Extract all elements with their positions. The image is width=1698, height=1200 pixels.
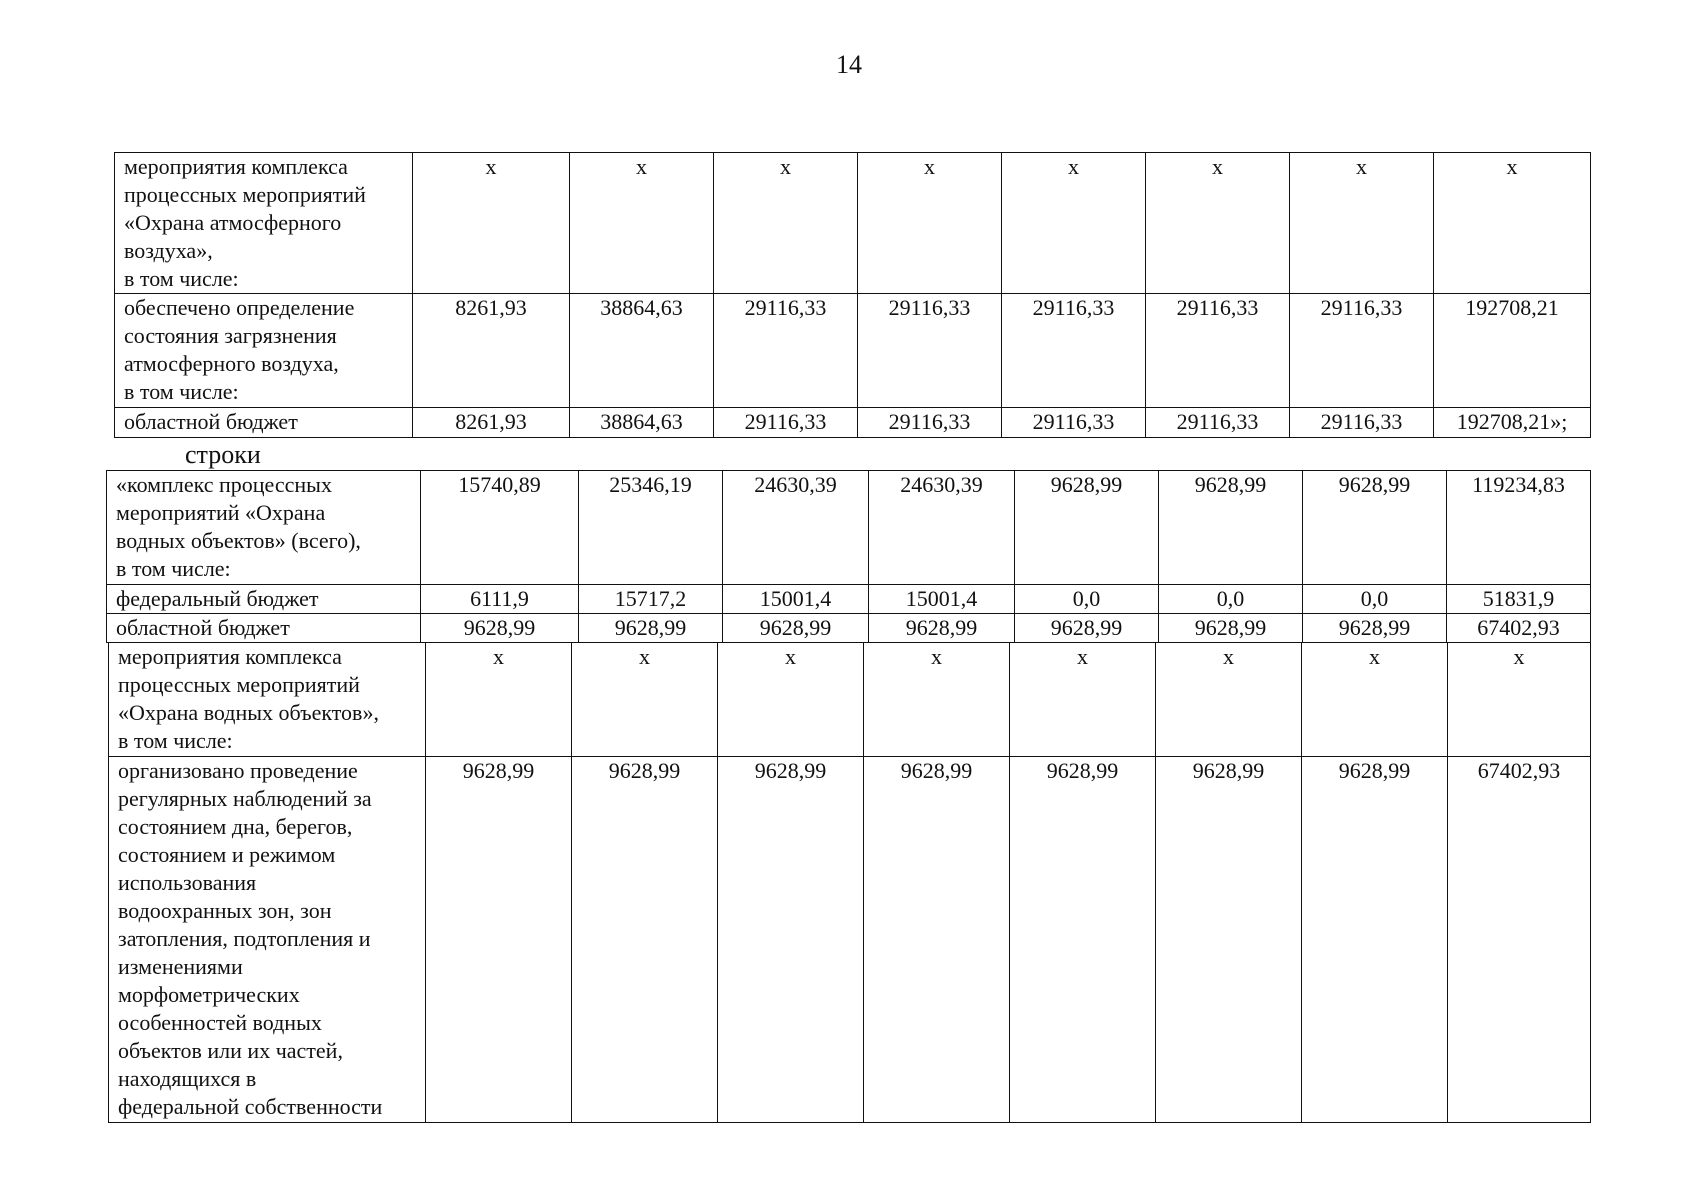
table-cell: 192708,21 — [1434, 294, 1591, 408]
table-cell: х — [1290, 153, 1434, 294]
table-cell: х — [1302, 643, 1448, 757]
table-cell: 15717,2 — [579, 585, 723, 614]
table-cell: х — [1010, 643, 1156, 757]
table-cell: 24630,39 — [869, 471, 1015, 585]
table-row — [107, 614, 1591, 643]
table-cell: 6111,9 — [421, 585, 579, 614]
table-cell: 9628,99 — [579, 614, 723, 643]
table-cell: 29116,33 — [1002, 294, 1146, 408]
table-cell: 24630,39 — [723, 471, 869, 585]
table-row — [115, 153, 1591, 294]
table-cell: х — [413, 153, 570, 294]
table-cell: х — [864, 643, 1010, 757]
table-row — [107, 585, 1591, 614]
table-cell: х — [1002, 153, 1146, 294]
table-cell: 9628,99 — [1010, 757, 1156, 1123]
table-cell: 29116,33 — [1290, 408, 1434, 438]
row-label: областной бюджет — [115, 408, 413, 438]
table-cell: х — [1448, 643, 1591, 757]
table-cell: 29116,33 — [1290, 294, 1434, 408]
row-label: мероприятия комплекса процессных мероприятий «Охрана атмосферного воздуха», в том числе: — [115, 153, 413, 294]
table-cell: 9628,99 — [1302, 757, 1448, 1123]
table-cell: 9628,99 — [864, 757, 1010, 1123]
row-label: организовано проведение регулярных наблюдений за состоянием дна, берегов, состоянием и режимом использования водоохранных зон, зон затопления, подтопления и изменениями морфометрических особенностей водных объектов или их частей, находящихся в федеральной собственности — [109, 757, 426, 1123]
table-cell: х — [718, 643, 864, 757]
table-cell: х — [426, 643, 572, 757]
table-cell: 9628,99 — [426, 757, 572, 1123]
table-cell: 9628,99 — [1156, 757, 1302, 1123]
table-cell: 15001,4 — [869, 585, 1015, 614]
table-cell: 8261,93 — [413, 294, 570, 408]
table-row — [115, 294, 1591, 408]
table-cell: 9628,99 — [1015, 614, 1159, 643]
table-cell: 0,0 — [1159, 585, 1303, 614]
row-label: «комплекс процессных мероприятий «Охрана водных объектов» (всего), в том числе: — [107, 471, 421, 585]
table-cell: 67402,93 — [1447, 614, 1591, 643]
table-cell: 0,0 — [1015, 585, 1159, 614]
table-cell: х — [570, 153, 714, 294]
table-row — [107, 471, 1591, 585]
table-row — [109, 757, 1591, 1123]
table-cell: х — [572, 643, 718, 757]
table-cell: 29116,33 — [858, 294, 1002, 408]
table-cell: 29116,33 — [1002, 408, 1146, 438]
table-cell: х — [1156, 643, 1302, 757]
section-caption: строки — [185, 440, 261, 469]
table-cell: 29116,33 — [858, 408, 1002, 438]
table-cell: 29116,33 — [714, 408, 858, 438]
table-cell: 9628,99 — [572, 757, 718, 1123]
table-cell: 15001,4 — [723, 585, 869, 614]
table-cell: х — [1146, 153, 1290, 294]
table-cell: 9628,99 — [1159, 614, 1303, 643]
table-cell: 9628,99 — [1303, 614, 1447, 643]
row-label: обеспечено определение состояния загрязнения атмосферного воздуха, в том числе: — [115, 294, 413, 408]
row-label: федеральный бюджет — [107, 585, 421, 614]
table-row — [115, 408, 1591, 438]
table-cell: 9628,99 — [723, 614, 869, 643]
table-cell: 0,0 — [1303, 585, 1447, 614]
table-cell: 8261,93 — [413, 408, 570, 438]
table-cell: 9628,99 — [421, 614, 579, 643]
table-cell: 29116,33 — [714, 294, 858, 408]
page-number: 14 — [836, 50, 862, 79]
table-cell: х — [714, 153, 858, 294]
table-cell: 29116,33 — [1146, 294, 1290, 408]
table-cell: 9628,99 — [1303, 471, 1447, 585]
row-label: областной бюджет — [107, 614, 421, 643]
table-cell: 25346,19 — [579, 471, 723, 585]
table-cell: 9628,99 — [1015, 471, 1159, 585]
table-cell: х — [1434, 153, 1591, 294]
table-cell: 119234,83 — [1447, 471, 1591, 585]
table-cell: 9628,99 — [1159, 471, 1303, 585]
table-cell: 9628,99 — [718, 757, 864, 1123]
table-cell: 9628,99 — [869, 614, 1015, 643]
table-cell: 15740,89 — [421, 471, 579, 585]
row-label: мероприятия комплекса процессных мероприятий «Охрана водных объектов», в том числе: — [109, 643, 426, 757]
table-cell: 192708,21»; — [1434, 408, 1591, 438]
table-cell: 51831,9 — [1447, 585, 1591, 614]
table-cell: 38864,63 — [570, 408, 714, 438]
table-cell: 67402,93 — [1448, 757, 1591, 1123]
water-objects-totals-table — [106, 470, 1591, 643]
table-row — [109, 643, 1591, 757]
table-cell: 29116,33 — [1146, 408, 1290, 438]
water-objects-activities-table — [108, 642, 1591, 1123]
atmospheric-air-table — [114, 152, 1591, 438]
table-cell: х — [858, 153, 1002, 294]
table-cell: 38864,63 — [570, 294, 714, 408]
